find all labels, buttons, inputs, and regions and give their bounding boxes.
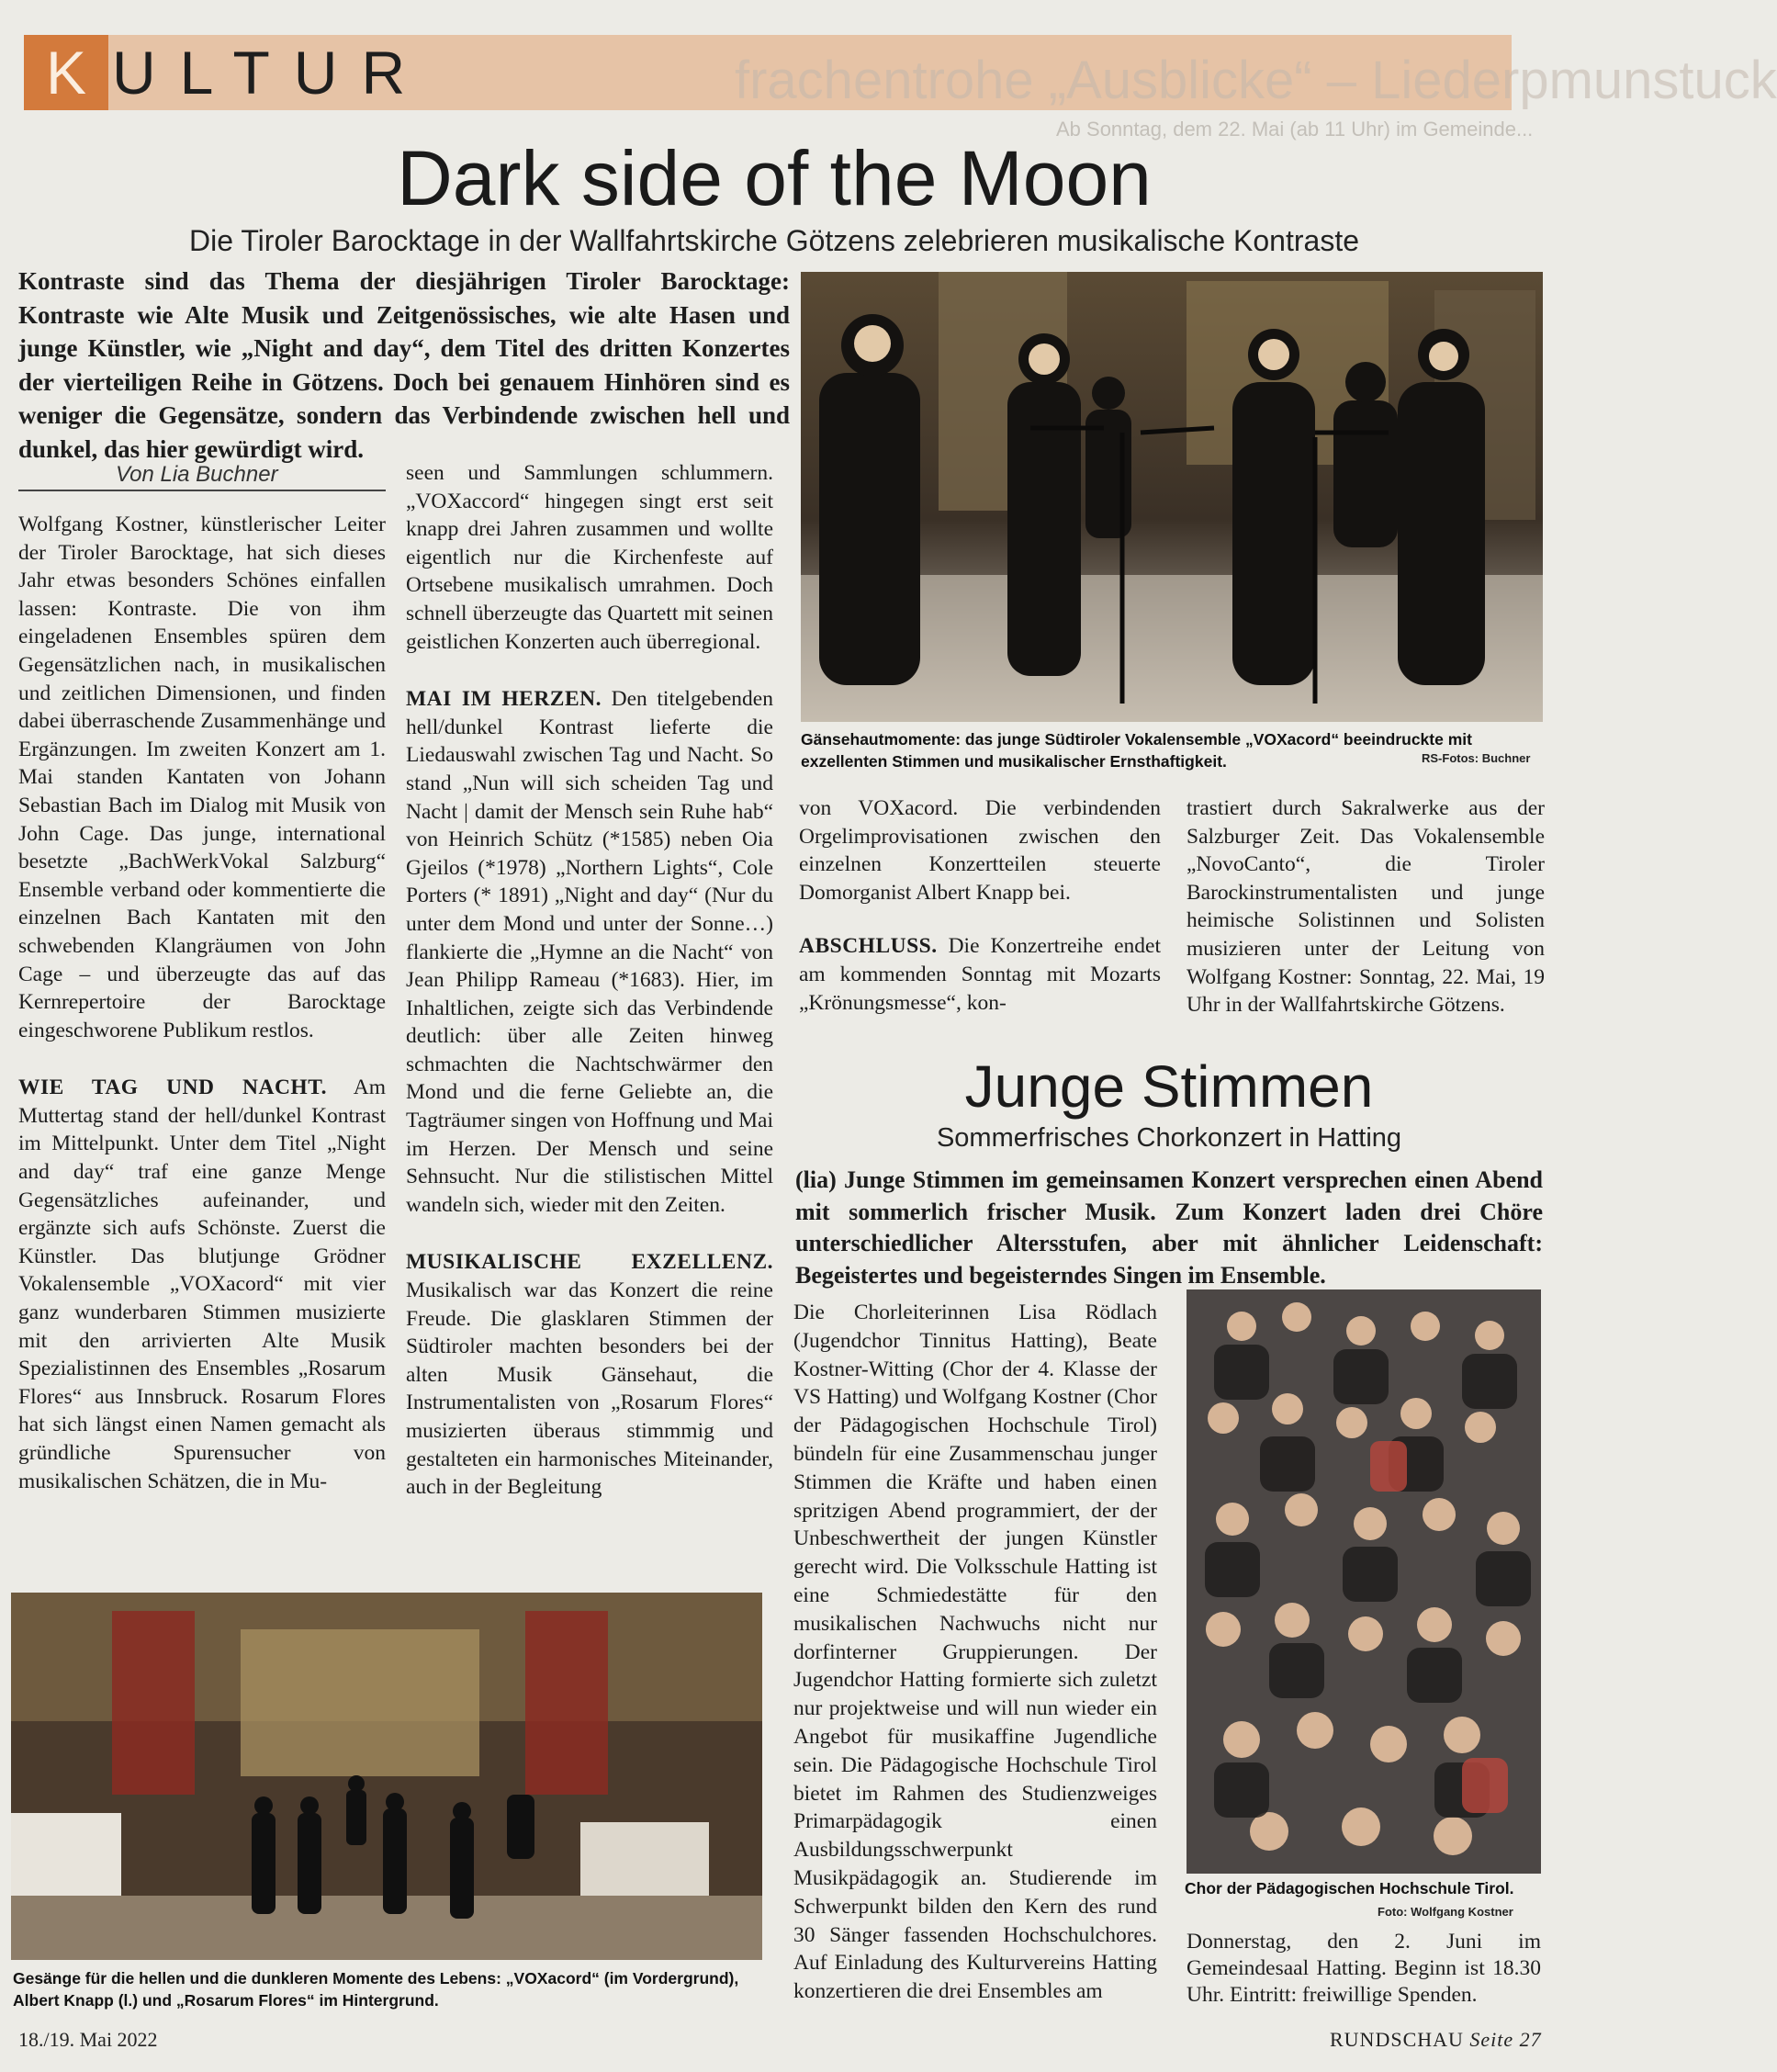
article-lead: (lia) Junge Stimmen im gemeinsamen Konzert versprechen einen Abend mit sommerlich frischer Musik. Zum Konzert laden drei Chöre unterschiedlicher Altersstufen, aber mit ähnlicher Leidenschaft: Begeistertes und begeisterndes Singen im Ensemble.	[795, 1166, 1543, 1289]
paragraph-text: Am Muttertag stand der hell/dunkel Kontrast im Mittelpunkt. Unter dem Titel „Night and day“ traf eine ganze Menge Gegensätzliches aufeinander, und ergänzte sich aufs Schönste. Zuerst die Künstler. Das blutjunge Grödner Vokalensemble „VOXacord“ mit vier ganz wunderbaren Stimmen musizierte mit den arrivierten Alte Musik Spezialistinnen des Ensembles „Rosarum Flores“ aus Innsbruck. Rosarum Flores hat sich längst einen Namen gemacht als gründliche Spurensucher von musikalischen Schätzen, die in Mu-	[18, 1075, 386, 1493]
article-column-1	[18, 511, 386, 1495]
page-number: Seite 27	[1469, 2028, 1542, 2051]
article-column	[793, 1299, 1157, 2006]
section-kicker: MUSIKALISCHE EXZELLENZ.	[406, 1250, 773, 1275]
article-headline: Dark side of the Moon	[397, 135, 1152, 221]
article-closing	[1187, 1929, 1541, 2009]
photo-illustration	[1187, 1289, 1541, 1874]
section-title: ULTUR	[112, 39, 430, 107]
author-byline: Von Lia Buchner	[116, 462, 278, 487]
photo-credit: RS-Fotos: Buchner	[1422, 751, 1531, 765]
article-subheadline: Sommerfrisches Chorkonzert in Hatting	[936, 1123, 1402, 1153]
paragraph: Donnerstag, den 2. Juni im Gemeindesaal Hatting. Beginn ist 18.30 Uhr. Eintritt: freiwillige Spenden.	[1187, 1930, 1541, 2007]
article-headline: Junge Stimmen	[964, 1053, 1374, 1120]
paragraph: Wolfgang Kostner, künstlerischer Leiter der Tiroler Barocktage, hat sich dieses Jahr etwas besonders Schönes einfallen lassen: Kontraste. Die von ihm eingeladenen Ensembles spüren dem Gegensätzlichen nach, in musikalischen und zeitlichen Dimensionen, und finden dabei überraschende Zusammenhänge und Ergänzungen. Im zweiten Konzert am 1. Mai standen Kantaten von Johann Sebastian Bach im Dialog mit Musik von John Cage. Das junge, international besetzte „BachWerkVokal Salzburg“ Ensemble verband oder kommentierte die einzelnen Bach Kantaten mit den schwebenden Klangräumen von John Cage – und überzeugte das auf das Kernrepertoire der Barocktage eingeschworene Publikum restlos.	[18, 512, 386, 1042]
paragraph	[799, 932, 1161, 1017]
paragraph-text: Die Konzertreihe endet am kommenden Sonntag mit Mozarts „Krönungsmesse“, kon-	[799, 934, 1161, 1015]
photo-choir-group	[1187, 1289, 1541, 1874]
section-kicker: ABSCHLUSS.	[799, 934, 938, 959]
photo-illustration	[801, 272, 1543, 722]
article-column-4	[1187, 794, 1545, 1019]
publication-name: RUNDSCHAU	[1330, 2028, 1464, 2051]
page-footer	[1330, 2028, 1542, 2052]
article-subheadline: Die Tiroler Barocktage in der Wallfahrtskirche Götzens zelebrieren musikalische Kontraste	[188, 224, 1359, 257]
article-column-3	[799, 794, 1161, 1017]
photo-caption: Gesänge für die hellen und die dunkleren Momente des Lebens: „VOXacord“ (im Vordergrund), Albert Knapp (l.) und „Rosarum Flores“ im Hintergrund.	[13, 1969, 739, 2010]
paragraph: Die Chorleiterinnen Lisa Rödlach (Jugendchor Tinnitus Hatting), Beate Kostner-Witting (Chor der 4. Klasse der VS Hatting) und Wolfgang Kostner (Chor der Pädagogischen Hochschule Tirol) bündeln für eine Zusammenschau junger Stimmen die Kräfte und haben einen spritzigen Abend programmiert, der der Unbeschwertheit der jungen Künstler gerecht wird. Die Volksschule Hatting ist eine Schmiedestätte für den musikalischen Nachwuchs nicht nur dorfinterner Gruppierungen. Der Jugendchor Hatting formierte sich zuletzt nur projektweise und will nun wieder ein Angebot für musikaffine Jugendliche sein. Die Pädagogische Hochschule Tirol bietet im Rahmen des Studienzweiges Primarpädagogik einen Ausbildungsschwerpunkt Musikpädagogik an. Studierende im Schwerpunkt bilden den Kern des rund 30 Sänger fassenden Hochschulchores. Auf Einladung des Kulturvereins Hatting konzertieren die drei Ensembles am	[793, 1301, 1157, 2004]
paragraph: seen und Sammlungen schlummern. „VOXaccord“ hingegen singt erst seit knapp drei Jahren zusammen und wollte eigentlich nur die Kirchenfeste auf Ortsebene musikalisch umrahmen. Doch schnell überzeugte das Quartett mit seinen geistlichen Konzerten auch überregional.	[406, 461, 773, 654]
byline-divider	[18, 490, 386, 491]
paragraph	[406, 1248, 773, 1501]
paragraph	[406, 685, 773, 1219]
section-kicker: MAI IM HERZEN.	[406, 687, 602, 712]
photo-caption: Gänsehautmomente: das junge Südtiroler Vokalensemble „VOXacord“ beeindruckte mit exzellenten Stimmen und musikalischer Ernsthaftigkeit.	[801, 730, 1472, 771]
photo-voxacord-ensemble	[801, 272, 1543, 722]
section-initial: K	[24, 35, 108, 110]
paragraph-text: Musikalisch war das Konzert die reine Freude. Die glasklaren Stimmen der Südtiroler machten besonders bei der alten Musik Gänsehaut, die Instrumentalisten von „Rosarum Flores“ musizierten überaus stimmmig und gestalteten ein harmonisches Miteinander, auch in der Begleitung	[406, 1278, 773, 1500]
paragraph: von VOXacord. Die verbindenden Orgelimprovisationen zwischen den einzelnen Konzertteilen steuerte Domorganist Albert Knapp bei.	[799, 796, 1161, 905]
photo-church-concert	[11, 1593, 762, 1960]
photo-credit: Foto: Wolfgang Kostner	[1378, 1905, 1513, 1919]
photo-illustration	[11, 1593, 762, 1960]
paragraph: trastiert durch Sakralwerke aus der Salzburger Zeit. Das Vokalensemble „NovoCanto“, die Tiroler Barockinstrumentalisten und junge heimische Solistinnen und Solisten musizieren unter der Leitung von Wolfgang Kostner: Sonntag, 22. Mai, 19 Uhr in der Wallfahrtskirche Götzens.	[1187, 796, 1545, 1018]
issue-date: 18./19. Mai 2022	[18, 2028, 158, 2051]
bleed-through-text-2: Ab Sonntag, dem 22. Mai (ab 11 Uhr) im Gemeinde...	[1056, 118, 1534, 141]
section-kicker: WIE TAG UND NACHT.	[18, 1075, 328, 1100]
bleed-through-text: frachentrohe „Ausblicke“ – Liederpmunstuck	[735, 51, 1777, 110]
paragraph	[18, 1074, 386, 1495]
article-lead: Kontraste sind das Thema der diesjährigen Tiroler Barocktage: Kontraste wie Alte Musik und Zeitgenössisches, wie alte Hasen und junge Künstler, wie „Night and day“, dem Titel des dritten Konzertes der vierteiligen Reihe in Götzens. Doch bei genauem Hinhören sind es weniger die Gegensätze, sondern das Verbindende zwischen hell und dunkel, das hier gewürdigt wird.	[18, 267, 790, 463]
article-column-2	[406, 459, 773, 1502]
paragraph-text: Den titelgebenden hell/dunkel Kontrast lieferte die Liedauswahl zwischen Tag und Nacht. So stand „Nun will sich scheiden Tag und Nacht | damit der Mensch sein Ruhe hab“ von Heinrich Schütz (*1585) neben Oia Gjeilos (*1978) „Northern Lights“, Cole Porters (* 1891) „Night and day“ (Nur du unter dem Mond und unter der Sonne…) flankierte die „Hymne an die Nacht“ von Jean Philipp Rameau (*1683). Hier, im Inhaltlichen, zeigte sich das Verbindende deutlich: über alle Zeiten hinweg schmachten die Nachtschwärmer den Mond und die ferne Geliebte an, die Tagträumer singen von Hoffnung und Mai im Herzen. Der Mensch und seine Sehnsucht. Nur die stilistischen Mittel wandeln sich, wieder mit den Zeiten.	[406, 687, 773, 1217]
photo-caption: Chor der Pädagogischen Hochschule Tirol.	[1185, 1879, 1514, 1897]
